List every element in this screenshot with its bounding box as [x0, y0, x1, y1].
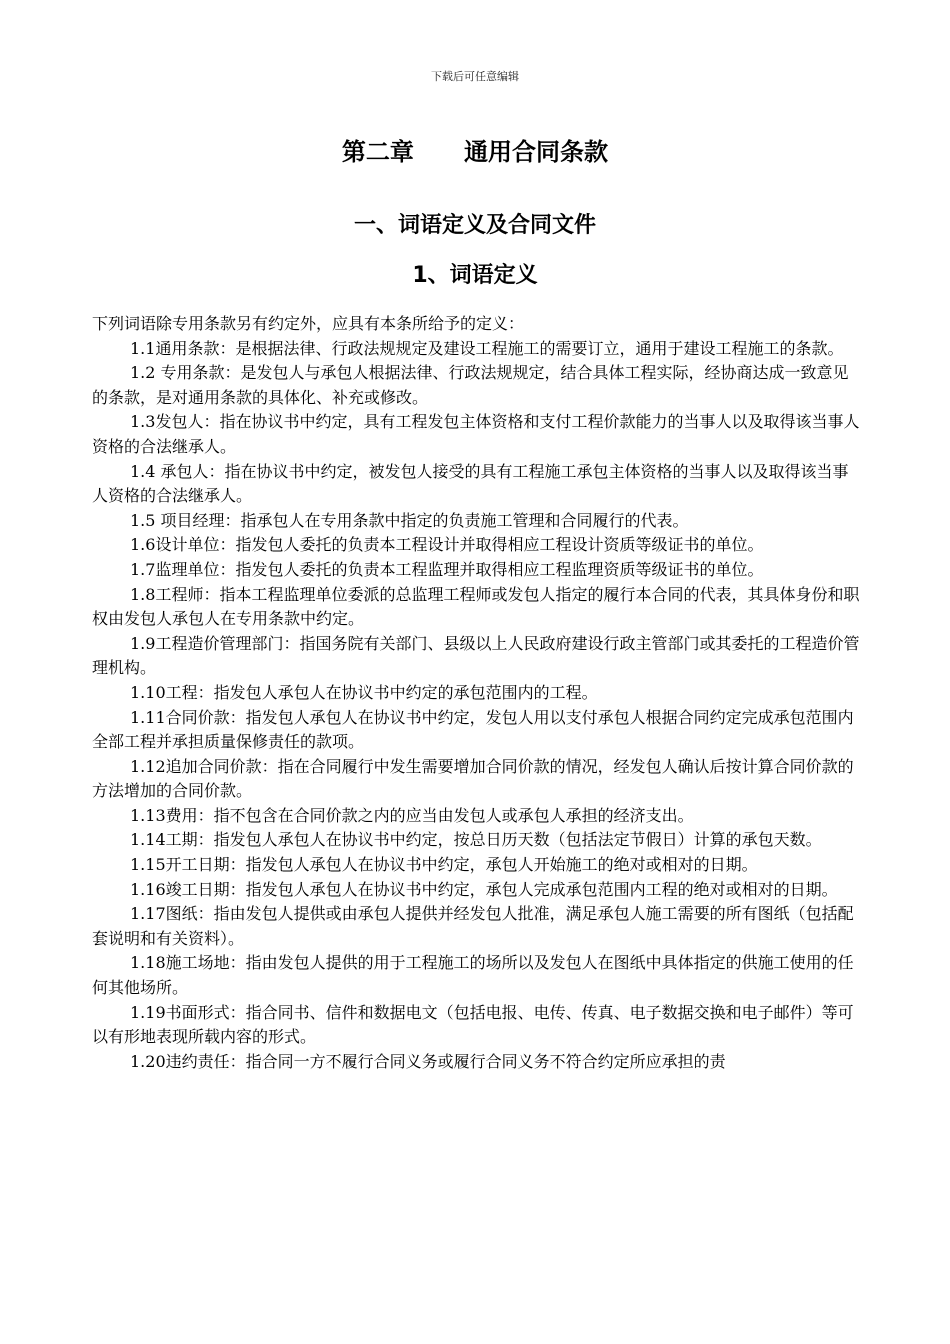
definition-1-8: 1.8工程师：指本工程监理单位委派的总监理工程师或发包人指定的履行本合同的代表，其具体身份和职权由发包人承包人在专用条款中约定。 [92, 584, 860, 629]
definition-1-4: 1.4 承包人：指在协议书中约定，被发包人接受的具有工程施工承包主体资格的当事人以及取得该当事人资格的合法继承人。 [92, 461, 849, 506]
section-title: 一、词语定义及合同文件 [353, 213, 596, 238]
intro-paragraph: 下列词语除专用条款另有约定外，应具有本条所给予的定义： [92, 314, 525, 333]
definition-1-19: 1.19书面形式：指合同书、信件和数据电文（包括电报、电传、传真、电子数据交换和电子邮件）等可以有形地表现所载内容的形式。 [92, 1002, 854, 1047]
definition-1-3: 1.3发包人：指在协议书中约定，具有工程发包主体资格和支付工程价款能力的当事人以及取得该当事人资格的合法继承人。 [92, 412, 860, 456]
definition-1-14: 1.14工期：指发包人承包人在协议书中约定，按总日历天数（包括法定节假日）计算的承包天数。 [130, 830, 822, 850]
definition-1-5: 1.5 项目经理：指承包人在专用条款中指定的负责施工管理和合同履行的代表。 [130, 510, 689, 530]
definition-1-17: 1.17图纸：指由发包人提供或由承包人提供并经发包人批准，满足承包人施工需要的所有图纸（包括配套说明和有关资料）。 [92, 904, 854, 948]
definition-1-7: 1.7监理单位：指发包人委托的负责本工程监理并取得相应工程监理资质等级证书的单位。 [130, 559, 764, 579]
definition-1-10: 1.10工程：指发包人承包人在协议书中约定的承包范围内的工程。 [130, 682, 598, 702]
definition-1-15: 1.15开工日期：指发包人承包人在协议书中约定，承包人开始施工的绝对或相对的日期。 [130, 855, 758, 875]
definition-1-6: 1.6设计单位：指发包人委托的负责本工程设计并取得相应工程设计资质等级证书的单位。 [130, 535, 764, 555]
subsection-title: 1、词语定义 [412, 263, 538, 288]
definition-1-16: 1.16竣工日期：指发包人承包人在协议书中约定，承包人完成承包范围内工程的绝对或相对的日期。 [130, 879, 838, 899]
definition-1-2: 1.2 专用条款：是发包人与承包人根据法律、行政法规规定，结合具体工程实际，经协商达成一致意见的条款，是对通用条款的具体化、补充或修改。 [92, 363, 849, 407]
page-header-note: 下载后可任意编辑 [431, 70, 519, 83]
definition-1-9: 1.9工程造价管理部门：指国务院有关部门、县级以上人民政府建设行政主管部门或其委托的工程造价管理机构。 [92, 633, 860, 678]
definition-1-11: 1.11合同价款：指发包人承包人在协议书中约定，发包人用以支付承包人根据合同约定完成承包范围内全部工程并承担质量保修责任的款项。 [92, 707, 854, 752]
definition-1-13: 1.13费用：指不包含在合同价款之内的应当由发包人或承包人承担的经济支出。 [130, 805, 694, 825]
chapter-title: 第二章 通用合同条款 [341, 138, 609, 166]
definition-1-1: 1.1通用条款：是根据法律、行政法规规定及建设工程施工的需要订立，通用于建设工程施工的条款。 [130, 338, 844, 358]
definition-1-18: 1.18施工场地：指由发包人提供的用于工程施工的场所以及发包人在图纸中具体指定的供施工使用的任何其他场所。 [92, 953, 854, 998]
definition-1-20: 1.20违约责任：指合同一方不履行合同义务或履行合同义务不符合约定所应承担的责 [130, 1051, 726, 1071]
definition-1-12: 1.12追加合同价款：指在合同履行中发生需要增加合同价款的情况，经发包人确认后按计算合同价款的方法增加的合同价款。 [92, 756, 854, 801]
document-body [92, 312, 862, 1074]
